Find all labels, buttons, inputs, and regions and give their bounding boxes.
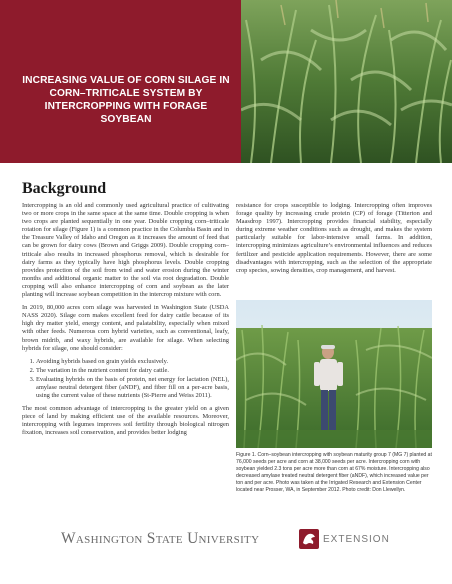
paragraph: Intercropping is an old and commonly used agricultural practice of cultivating two or more crops in the same space at the same time. Double cropping is when two crops are planted sequentially in one year. Double cropping corn–triticale rotation for silage (Figure 1) is a common practice in the Columbia Basin and in the Treasure Valley of Idaho and Oregon as it increases the amount of feed that can be grown for dairy cows (Brown and Griggs 2009). Double cropping corn–triticale also results in increased phosphorus removal, which is desirable for dairy farms as they typically have high phosphorus levels. Double cropping provides protection of the soil from wind and water erosion during the winter months and additional organic matter to the soil via root degradation. Double cropping will also enhance intercropping of corn and soybean as the later planting will increase soybean competition in the intercrop mixture with corn. [22, 202, 229, 299]
figure-caption: Figure 1. Corn–soybean intercropping with soybean maturity group 7 (MG 7) planted at 76,000 seeds per acre and corn at 38,000 seeds per acre. Intercropping corn with soybean yielded 2.3 tons per acre more than corn at 67% moisture. Intercropping also decreased amylase treated neutral detergent fiber (aNDF), which increased value per ton and per acre. Photo was taken at the Irrigated Research and Extension Center located near Prosser, WA, in September 2012. Photo credit: Don Llewellyn. [236, 452, 432, 494]
right-column [236, 202, 432, 280]
left-column [22, 202, 229, 443]
title-banner [0, 0, 241, 163]
section-heading: Background [22, 180, 107, 197]
wsu-cougar-logo-icon [299, 529, 319, 549]
list-item: 1. Avoiding hybrids based on grain yields exclusively. [36, 358, 229, 366]
extension-label: EXTENSION [323, 534, 390, 545]
paragraph: resistance for crops susceptible to lodging. Intercropping often improves forage quality by increasing crude protein (CP) of forage (Titterton and Maasdrop 1997). Intercropping provides financial stability, especially during extreme weather conditions such as drought, and makes the system particularly suitable for labor-intensive small farms. In addition, intercropping minimizes agriculture’s environmental influences and reduces fertilizer and pesticide application requirements. However, there are some disadvantages with intercropping, such as the selection of the appropriate crop species, sowing densities, crop management, and harvest. [236, 202, 432, 274]
list-item: 3. Evaluating hybrids on the basis of protein, net energy for lactation (NEL), amylase neutral detergent fiber (aNDF), and fiber fill on a per-acre basis, using the current value of these nutrients (St-Pierre and Weiss 2011). [36, 376, 229, 400]
paragraph: In 2019, 80,000 acres corn silage was harvested in Washington State (USDA NASS 2020). Silage corn makes excellent feed for dairy cattle because of its high dry matter yield, energy content, and palatability, especially when mixed with other feeds. Numerous corn hybrid varieties, such as conventional, leafy, brown midrib, and waxy hybrids, are available for silage. When selecting hybrids for silage, one should consider: [22, 304, 229, 352]
paragraph: The most common advantage of intercropping is the greater yield on a given piece of land by making efficient use of the available resources. Moreover, intercropping with legumes improves soil fertility through biological nitrogen fixation, increases soil conservation, and provides better lodging [22, 405, 229, 437]
document-title: INCREASING VALUE OF CORN SILAGE IN CORN–TRITICALE SYSTEM BY INTERCROPPING WITH FORAGE SOYBEAN [22, 75, 230, 125]
university-name: Washington State University [61, 530, 260, 547]
university-wordmark [61, 530, 259, 548]
corn-field-photo [241, 0, 452, 163]
hybrid-selection-list [22, 358, 229, 400]
intercrop-field-photo [236, 300, 432, 448]
list-item: 2. The variation in the nutrient content for dairy cattle. [36, 367, 229, 375]
